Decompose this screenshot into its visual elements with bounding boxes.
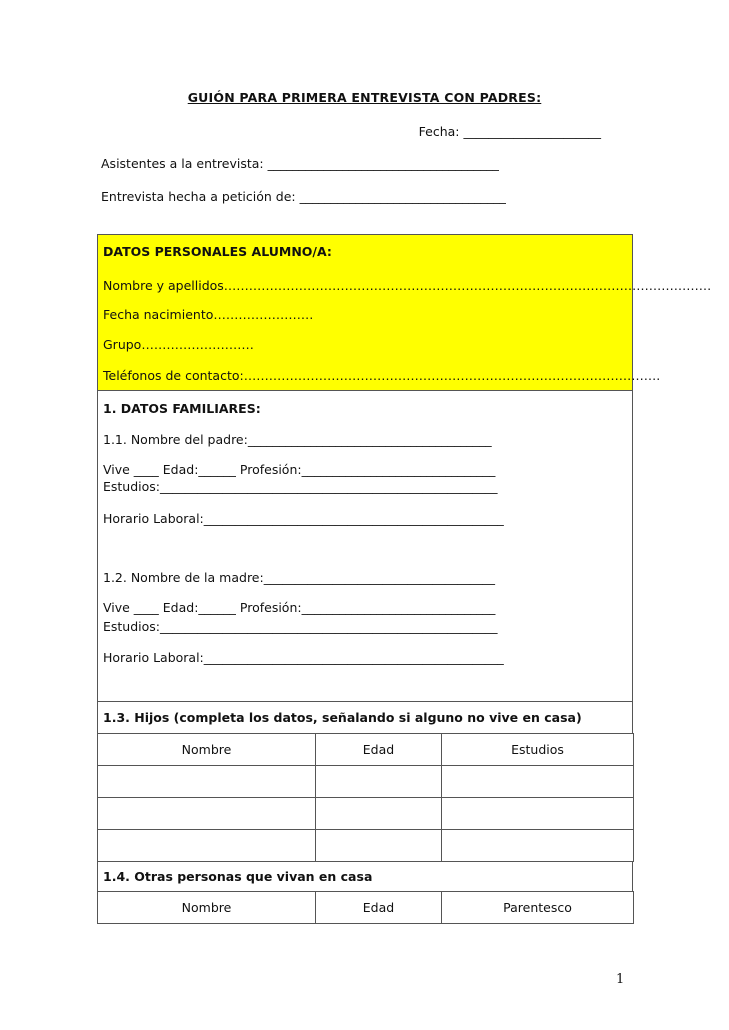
table-cell[interactable]	[316, 766, 442, 798]
column-header-parentesco: Parentesco	[442, 892, 634, 924]
table-row	[98, 830, 634, 862]
column-header-nombre: Nombre	[98, 734, 316, 766]
datos-personales-heading: DATOS PERSONALES ALUMNO/A:	[103, 244, 332, 259]
padre-nombre-field[interactable]: 1.1. Nombre del padre:_______________________________________	[103, 432, 492, 447]
table-cell[interactable]	[98, 798, 316, 830]
column-header-estudios: Estudios	[442, 734, 634, 766]
madre-estudios-field[interactable]: Estudios:______________________________________________________	[103, 619, 498, 634]
datos-familiares-section	[97, 390, 633, 702]
nombre-apellidos-field[interactable]: Nombre y apellidos………………………………………………………………………………………………………	[103, 278, 712, 293]
fecha-nacimiento-field[interactable]: Fecha nacimiento……………………	[103, 307, 314, 322]
otras-heading-row	[97, 861, 633, 892]
telefonos-field[interactable]: Teléfonos de contacto:……………………………………………………………………………………….	[103, 368, 661, 383]
table-row	[98, 766, 634, 798]
column-header-edad: Edad	[316, 734, 442, 766]
hijos-table	[97, 733, 634, 862]
table-cell[interactable]	[316, 798, 442, 830]
madre-horario-field[interactable]: Horario Laboral:________________________________________________	[103, 650, 504, 665]
table-cell[interactable]	[316, 830, 442, 862]
otras-table	[97, 891, 634, 924]
table-cell[interactable]	[98, 830, 316, 862]
padre-horario-field[interactable]: Horario Laboral:________________________________________________	[103, 511, 504, 526]
table-cell[interactable]	[442, 798, 634, 830]
table-header-row	[98, 892, 634, 924]
peticion-field[interactable]: Entrevista hecha a petición de: _________________________________	[101, 189, 506, 204]
grupo-field[interactable]: Grupo………………………	[103, 337, 254, 352]
table-header-row	[98, 734, 634, 766]
padre-estudios-field[interactable]: Estudios:______________________________________________________	[103, 479, 498, 494]
madre-nombre-field[interactable]: 1.2. Nombre de la madre:_____________________________________	[103, 570, 495, 585]
hijos-heading: 1.3. Hijos (completa los datos, señalando si alguno no vive en casa)	[103, 710, 582, 725]
document-title: GUIÓN PARA PRIMERA ENTREVISTA CON PADRES:	[187, 90, 542, 105]
page-number: 1	[616, 972, 625, 987]
fecha-field[interactable]: Fecha: ______________________	[418, 124, 601, 139]
column-header-edad: Edad	[316, 892, 442, 924]
datos-personales-section	[97, 234, 712, 391]
table-cell[interactable]	[98, 766, 316, 798]
otras-heading: 1.4. Otras personas que vivan en casa	[103, 869, 373, 884]
madre-vive-field[interactable]: Vive ____ Edad:______ Profesión:_______________________________	[103, 600, 496, 615]
hijos-heading-row	[97, 701, 633, 734]
column-header-nombre: Nombre	[98, 892, 316, 924]
padre-vive-field[interactable]: Vive ____ Edad:______ Profesión:_______________________________	[103, 462, 496, 477]
table-cell[interactable]	[442, 830, 634, 862]
asistentes-field[interactable]: Asistentes a la entrevista: _____________________________________	[101, 156, 499, 171]
table-cell[interactable]	[442, 766, 634, 798]
datos-familiares-heading: 1. DATOS FAMILIARES:	[103, 401, 261, 416]
table-row	[98, 798, 634, 830]
